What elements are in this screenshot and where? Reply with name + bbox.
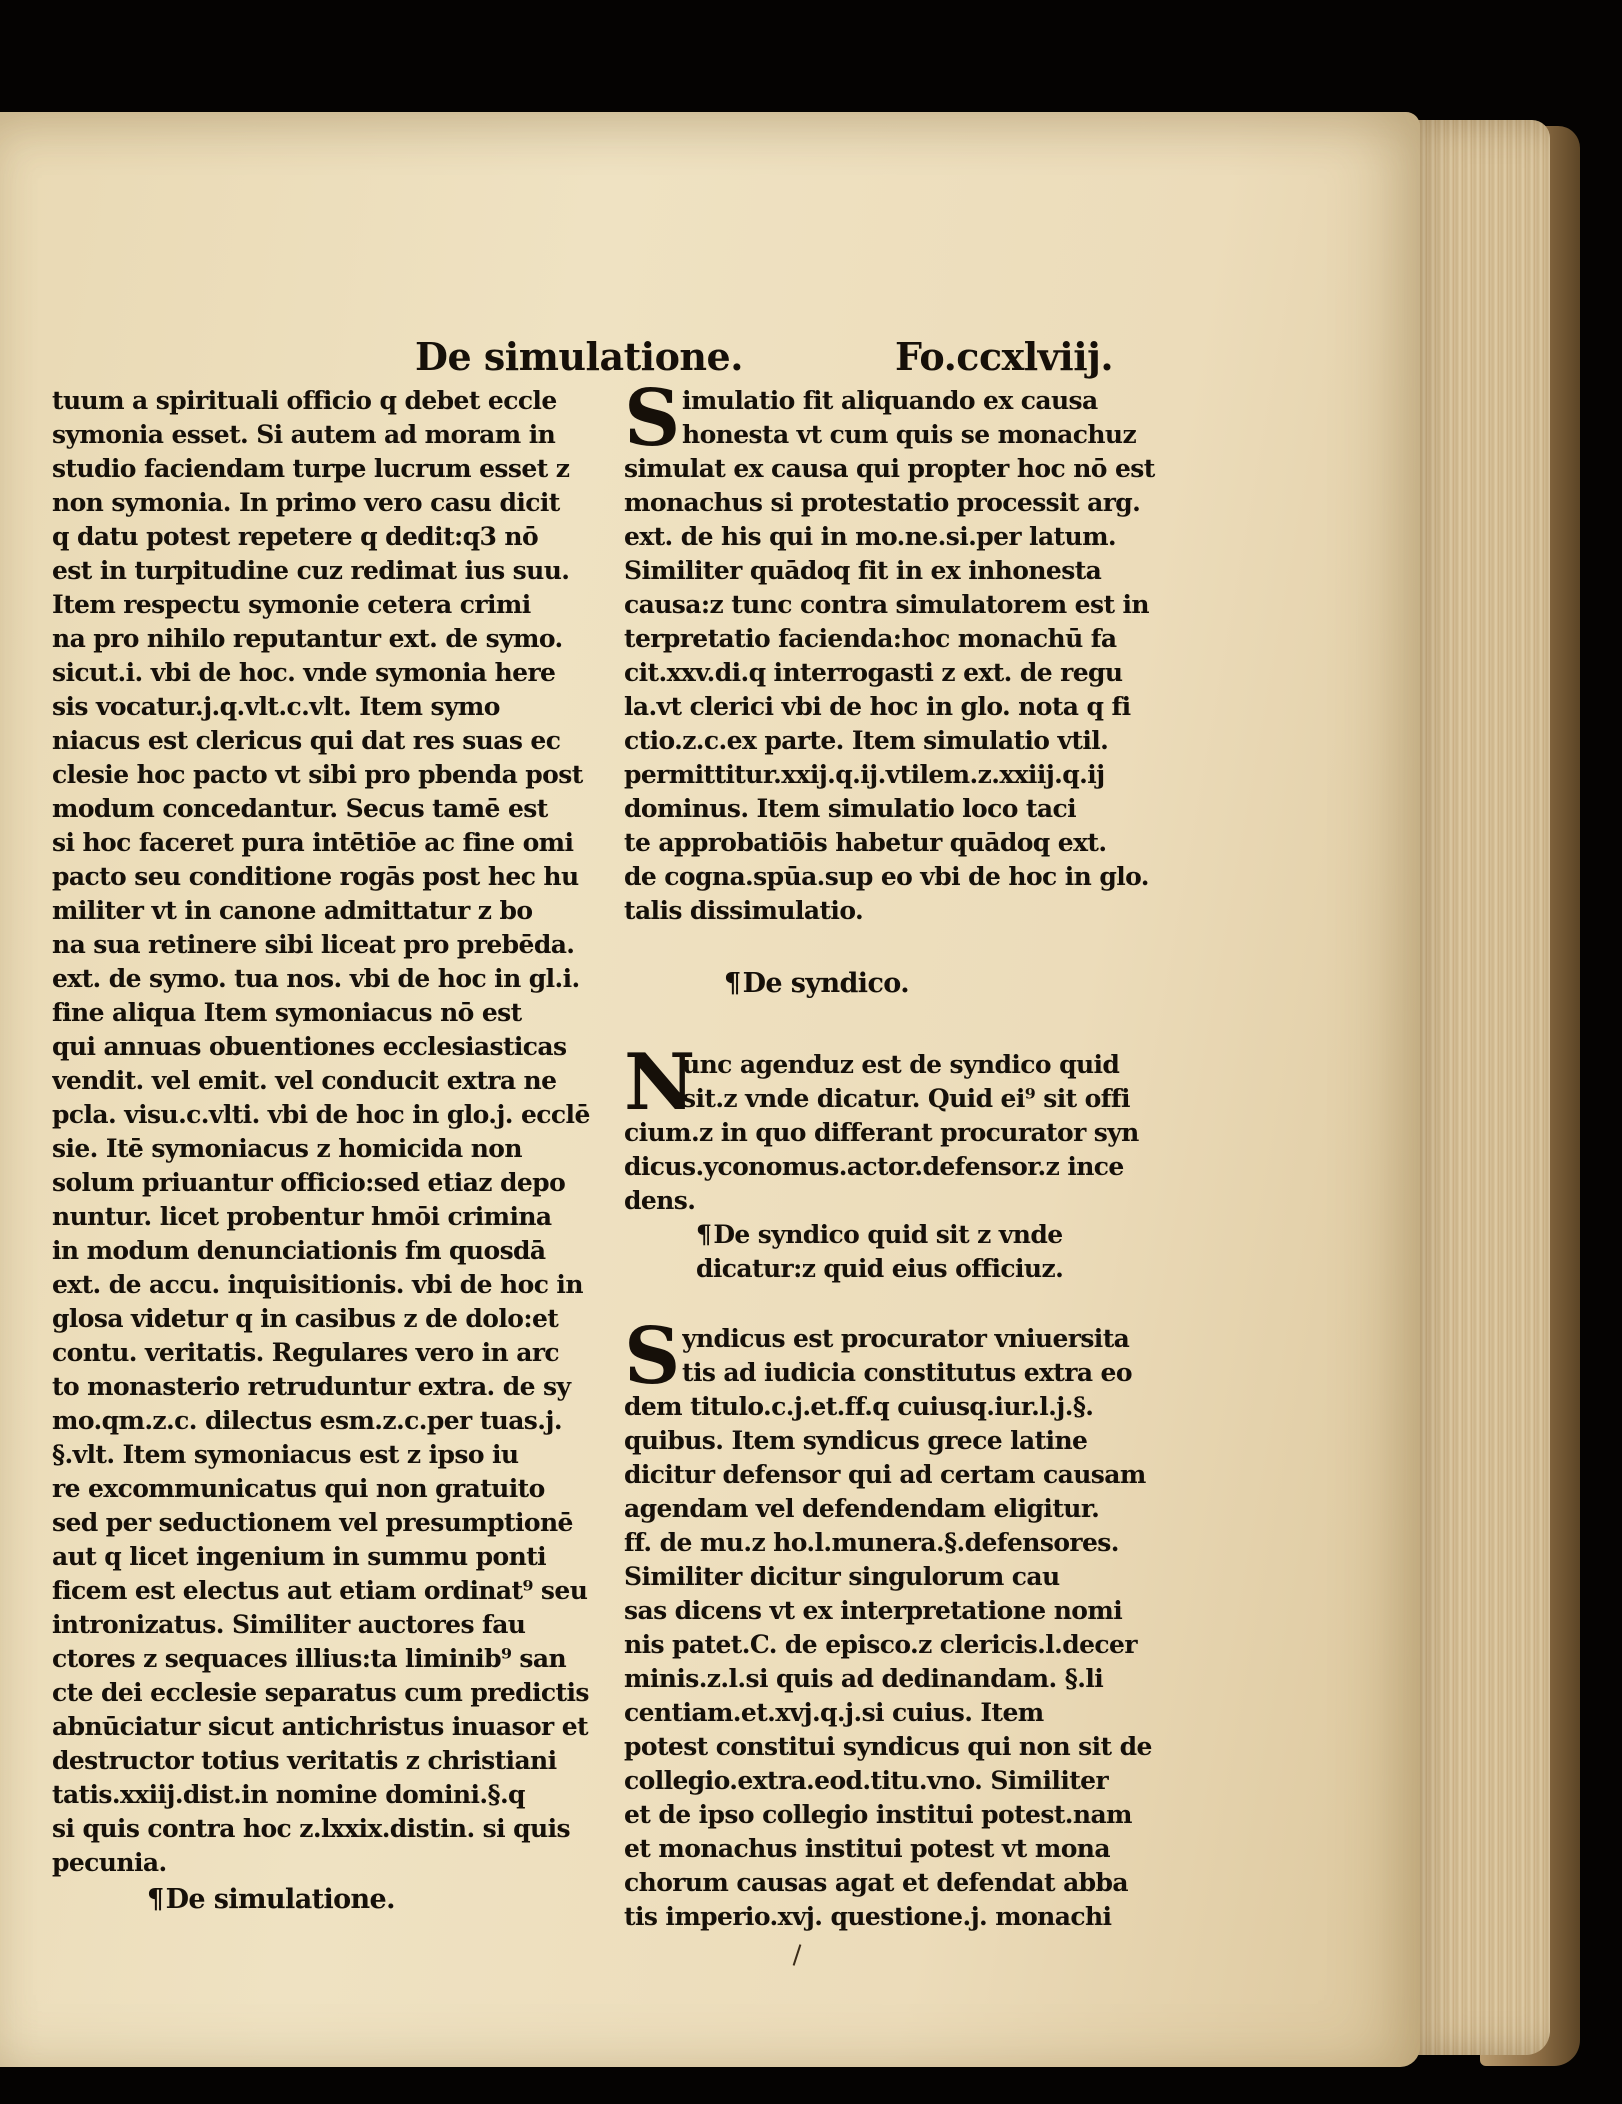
text-line: la.vt clerici vbi de hoc in glo. nota q fi: [624, 692, 1131, 721]
text-line: cte dei ecclesie separatus cum predictis: [52, 1678, 589, 1707]
text-line: qui annuas obuentiones ecclesiasticas: [52, 1032, 567, 1061]
section-heading-syndico: ¶De syndico.: [724, 968, 910, 999]
left-paragraph-1: [52, 384, 612, 588]
drop-cap-n: N: [624, 1037, 695, 1128]
left-column: [52, 384, 612, 1920]
text-line: ff. de mu.z ho.l.munera.§.defensores.: [624, 1528, 1119, 1557]
text-line: ext. de symo. tua nos. vbi de hoc in gl.i.: [52, 964, 580, 993]
text-line: ctores z sequaces illius:ta liminib⁹ san: [52, 1644, 567, 1673]
text-line: talis dissimulatio.: [624, 896, 864, 925]
text-line: collegio.extra.eod.titu.vno. Similiter: [624, 1766, 1109, 1795]
paragraph-mark-icon: ¶: [147, 1884, 164, 1915]
text-line: contu. veritatis. Regulares vero in arc: [52, 1338, 560, 1367]
syndicus-opening: [624, 1311, 1176, 1402]
text-line: permittitur.xxij.q.ij.vtilem.z.xxiij.q.ij: [624, 760, 1105, 789]
text-line: pecunia.: [52, 1848, 167, 1877]
text-line: sed per seductionem vel presumptionē: [52, 1508, 573, 1537]
text-line: nis patet.C. de episco.z clericis.l.decer: [624, 1630, 1137, 1659]
drop-cap-s-second: S: [624, 1311, 680, 1402]
book-page: [0, 112, 1420, 2067]
text-line: §.vlt. Item symoniacus est z ipso iu: [52, 1440, 519, 1469]
text-line: Item respectu symonie cetera crimi: [52, 590, 531, 619]
text-line: aut q licet ingenium in summu ponti: [52, 1542, 547, 1571]
text-line: sas dicens vt ex interpretatione nomi: [624, 1596, 1123, 1625]
text-line: to monasterio retruduntur extra. de sy: [52, 1372, 571, 1401]
text-line: quibus. Item syndicus grece latine: [624, 1426, 1088, 1455]
syndico-intro-paragraph: [624, 1116, 1176, 1218]
text-line: tuum a spirituali officio q debet eccle: [52, 386, 557, 415]
text-line: sicut.i. vbi de hoc. vnde symonia here: [52, 658, 556, 687]
text-line: symonia esset. Si autem ad moram in: [52, 420, 556, 449]
section-heading-simulatione: ¶De simulatione.: [147, 1884, 395, 1915]
text-line: destructor totius veritatis z christiani: [52, 1746, 557, 1775]
text-line: chorum causas agat et defendat abba: [624, 1868, 1129, 1897]
text-line: si quis contra hoc z.lxxix.distin. si quis: [52, 1814, 570, 1843]
text-line: dem titulo.c.j.et.ff.q cuiusq.iur.l.j.§.: [624, 1392, 1094, 1421]
paragraph-mark-icon: ¶: [724, 968, 741, 999]
syndicus-paragraph: [624, 1390, 1176, 1934]
text-line: niacus est clericus qui dat res suas ec: [52, 726, 561, 755]
text-line: intronizatus. Similiter auctores fau: [52, 1610, 526, 1639]
text-line: ext. de accu. inquisitionis. vbi de hoc in: [52, 1270, 583, 1299]
text-line: vendit. vel emit. vel conducit extra ne: [52, 1066, 557, 1095]
right-column: [624, 373, 1176, 1934]
text-line: clesie hoc pacto vt sibi pro pbenda post: [52, 760, 583, 789]
text-line: glosa videtur q in casibus z de dolo:et: [52, 1304, 559, 1333]
text-line: solum priuantur officio:sed etiaz depo: [52, 1168, 566, 1197]
text-line: sis vocatur.j.q.vlt.c.vlt. Item symo: [52, 692, 500, 721]
text-line: Similiter dicitur singulorum cau: [624, 1562, 1060, 1591]
text-line: abnūciatur sicut antichristus inuasor et: [52, 1712, 588, 1741]
simulatio-opening: [624, 373, 1176, 464]
running-title: De simulatione.: [415, 334, 743, 379]
text-line: non symonia. In primo vero casu dicit: [52, 488, 560, 517]
text-line: cit.xxv.di.q interrogasti z ext. de regu: [624, 658, 1123, 687]
text-line: pcla. visu.c.vlti. vbi de hoc in glo.j. ecclē: [52, 1100, 590, 1129]
text-line: et monachus institui potest vt mona: [624, 1834, 1110, 1863]
text-line: militer vt in canone admittatur z bo: [52, 896, 533, 925]
text-line: re excommunicatus qui non gratuito: [52, 1474, 545, 1503]
left-paragraph-2: [52, 588, 612, 1880]
text-line: tatis.xxiij.dist.in nomine domini.§.q: [52, 1780, 525, 1809]
text-line: simulat ex causa qui propter hoc nō est: [624, 454, 1155, 483]
text-line: sit.z vnde dicatur. Quid ei⁹ sit offi: [682, 1084, 1130, 1113]
ink-mark: [793, 1944, 802, 1966]
text-line: Similiter quādoq fit in ex inhonesta: [624, 556, 1102, 585]
text-line: na pro nihilo reputantur ext. de symo.: [52, 624, 563, 653]
simulatio-paragraph: [624, 452, 1176, 928]
text-line: dens.: [624, 1186, 696, 1215]
text-line: agendam vel defendendam eligitur.: [624, 1494, 1100, 1523]
text-line: ctio.z.c.ex parte. Item simulatio vtil.: [624, 726, 1109, 755]
text-line: causa:z tunc contra simulatorem est in: [624, 590, 1149, 619]
text-line: minis.z.l.si quis ad dedinandam. §.li: [624, 1664, 1104, 1693]
text-line: q datu potest repetere q dedit:q3 nō: [52, 522, 539, 551]
text-line: monachus si protestatio processit arg.: [624, 488, 1141, 517]
text-line: centiam.et.xvj.q.j.si cuius. Item: [624, 1698, 1044, 1727]
text-line: de cogna.spūa.sup eo vbi de hoc in glo.: [624, 862, 1149, 891]
text-line: ext. de his qui in mo.ne.si.per latum.: [624, 522, 1117, 551]
text-line: dicus.yconomus.actor.defensor.z ince: [624, 1152, 1124, 1181]
subheading-syndico-definition: ¶De syndico quid sit z vnde dicatur:z quid eius officiuz.: [696, 1220, 1064, 1283]
paragraph-mark-icon: ¶: [696, 1220, 712, 1249]
text-line: terpretatio facienda:hoc monachū fa: [624, 624, 1117, 653]
text-line: tis imperio.xvj. questione.j. monachi: [624, 1902, 1112, 1931]
text-line: mo.qm.z.c. dilectus esm.z.c.per tuas.j.: [52, 1406, 562, 1435]
text-line: tis ad iudicia constitutus extra eo: [682, 1358, 1132, 1387]
text-line: si hoc faceret pura intētiōe ac fine omi: [52, 828, 574, 857]
text-line: modum concedantur. Secus tamē est: [52, 794, 548, 823]
text-line: unc agenduz est de syndico quid: [682, 1050, 1120, 1079]
drop-cap-s: S: [624, 373, 680, 464]
text-line: cium.z in quo differant procurator syn: [624, 1118, 1139, 1147]
text-line: te approbatiōis habetur quādoq ext.: [624, 828, 1107, 857]
folio-number: Fo.ccxlviij.: [895, 334, 1114, 379]
syndico-opening: [624, 1037, 1176, 1128]
text-line: ficem est electus aut etiam ordinat⁹ seu: [52, 1576, 588, 1605]
text-line: honesta vt cum quis se monachuz: [682, 420, 1137, 449]
text-line: dominus. Item simulatio loco taci: [624, 794, 1077, 823]
page-stack-fore-edge: [1400, 120, 1550, 2055]
text-line: potest constitui syndicus qui non sit de: [624, 1732, 1152, 1761]
text-line: in modum denunciationis fm quosdā: [52, 1236, 546, 1265]
text-line: imulatio fit aliquando ex causa: [682, 386, 1098, 415]
text-line: et de ipso collegio institui potest.nam: [624, 1800, 1132, 1829]
text-line: dicitur defensor qui ad certam causam: [624, 1460, 1146, 1489]
text-line: na sua retinere sibi liceat pro prebēda.: [52, 930, 575, 959]
text-line: est in turpitudine cuz redimat ius suu.: [52, 556, 570, 585]
text-line: pacto seu conditione rogās post hec hu: [52, 862, 579, 891]
text-line: fine aliqua Item symoniacus nō est: [52, 998, 522, 1027]
text-line: studio faciendam turpe lucrum esset z: [52, 454, 570, 483]
text-line: yndicus est procurator vniuersita: [682, 1324, 1130, 1353]
text-line: nuntur. licet probentur hmōi crimina: [52, 1202, 552, 1231]
text-line: sie. Itē symoniacus z homicida non: [52, 1134, 522, 1163]
